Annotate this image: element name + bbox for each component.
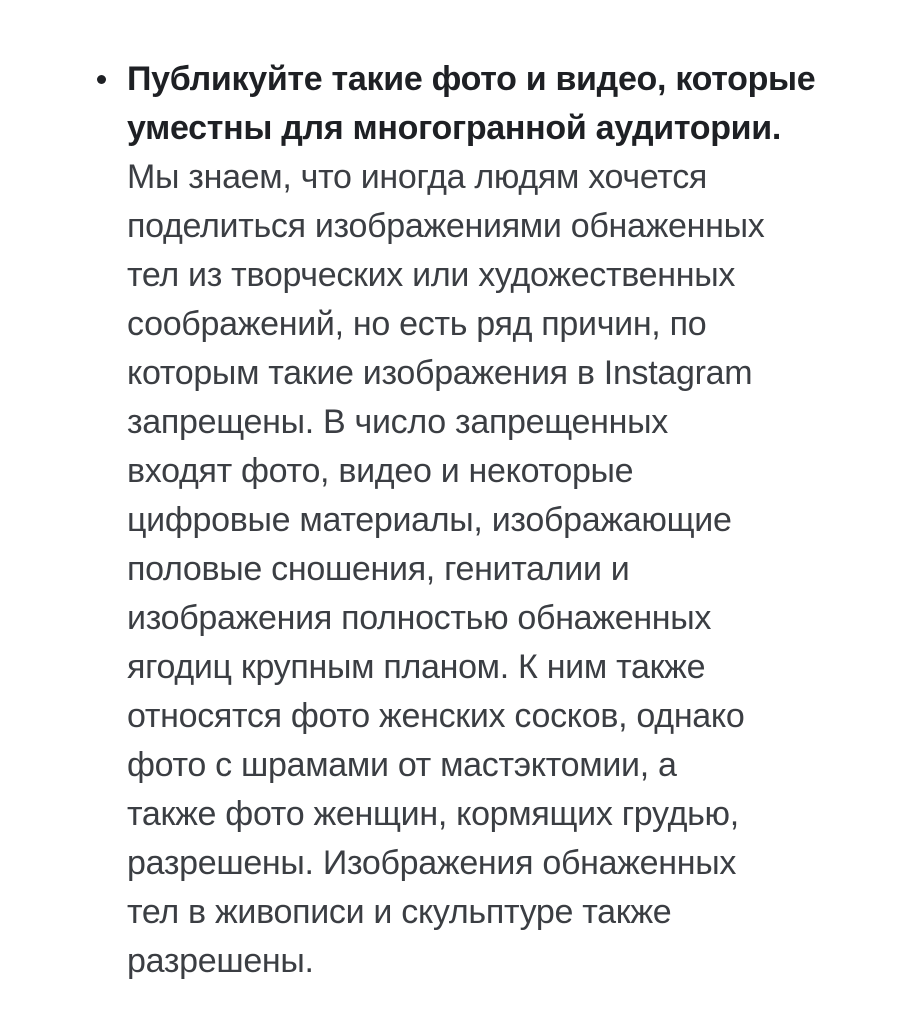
text-line: тел из творческих или художественных	[127, 256, 736, 294]
text-line: изображения полностью обнаженных	[127, 599, 712, 637]
text-line: соображений, но есть ряд причин, по	[127, 305, 707, 343]
text-line: которым такие изображения в Instagram	[127, 354, 753, 392]
text-line: разрешены. Изображения обнаженных	[127, 844, 737, 882]
text-line: разрешены.	[127, 942, 314, 980]
text-line: Мы знаем, что иногда людям хочется	[127, 158, 708, 196]
bullet-dot-icon	[97, 75, 106, 84]
text-line: относятся фото женских сосков, однако	[127, 697, 745, 735]
text-line: ягодиц крупным планом. К ним также	[127, 648, 706, 686]
text-line: цифровые материалы, изображающие	[127, 501, 732, 539]
text-line: Публикуйте такие фото и видео, которые	[127, 60, 816, 98]
text-line: входят фото, видео и некоторые	[127, 452, 634, 490]
text-line: половые сношения, гениталии и	[127, 550, 630, 588]
text-line: фото с шрамами от мастэктомии, а	[127, 746, 677, 784]
text-line: поделиться изображениями обнаженных	[127, 207, 765, 245]
text-line: также фото женщин, кормящих грудью,	[127, 795, 739, 833]
text-line: уместны для многогранной аудитории.	[127, 109, 782, 147]
text-line: запрещены. В число запрещенных	[127, 403, 668, 441]
text-line: тел в живописи и скульптуре также	[127, 893, 672, 931]
policy-text-block	[127, 55, 815, 986]
policy-list-item	[97, 55, 815, 986]
